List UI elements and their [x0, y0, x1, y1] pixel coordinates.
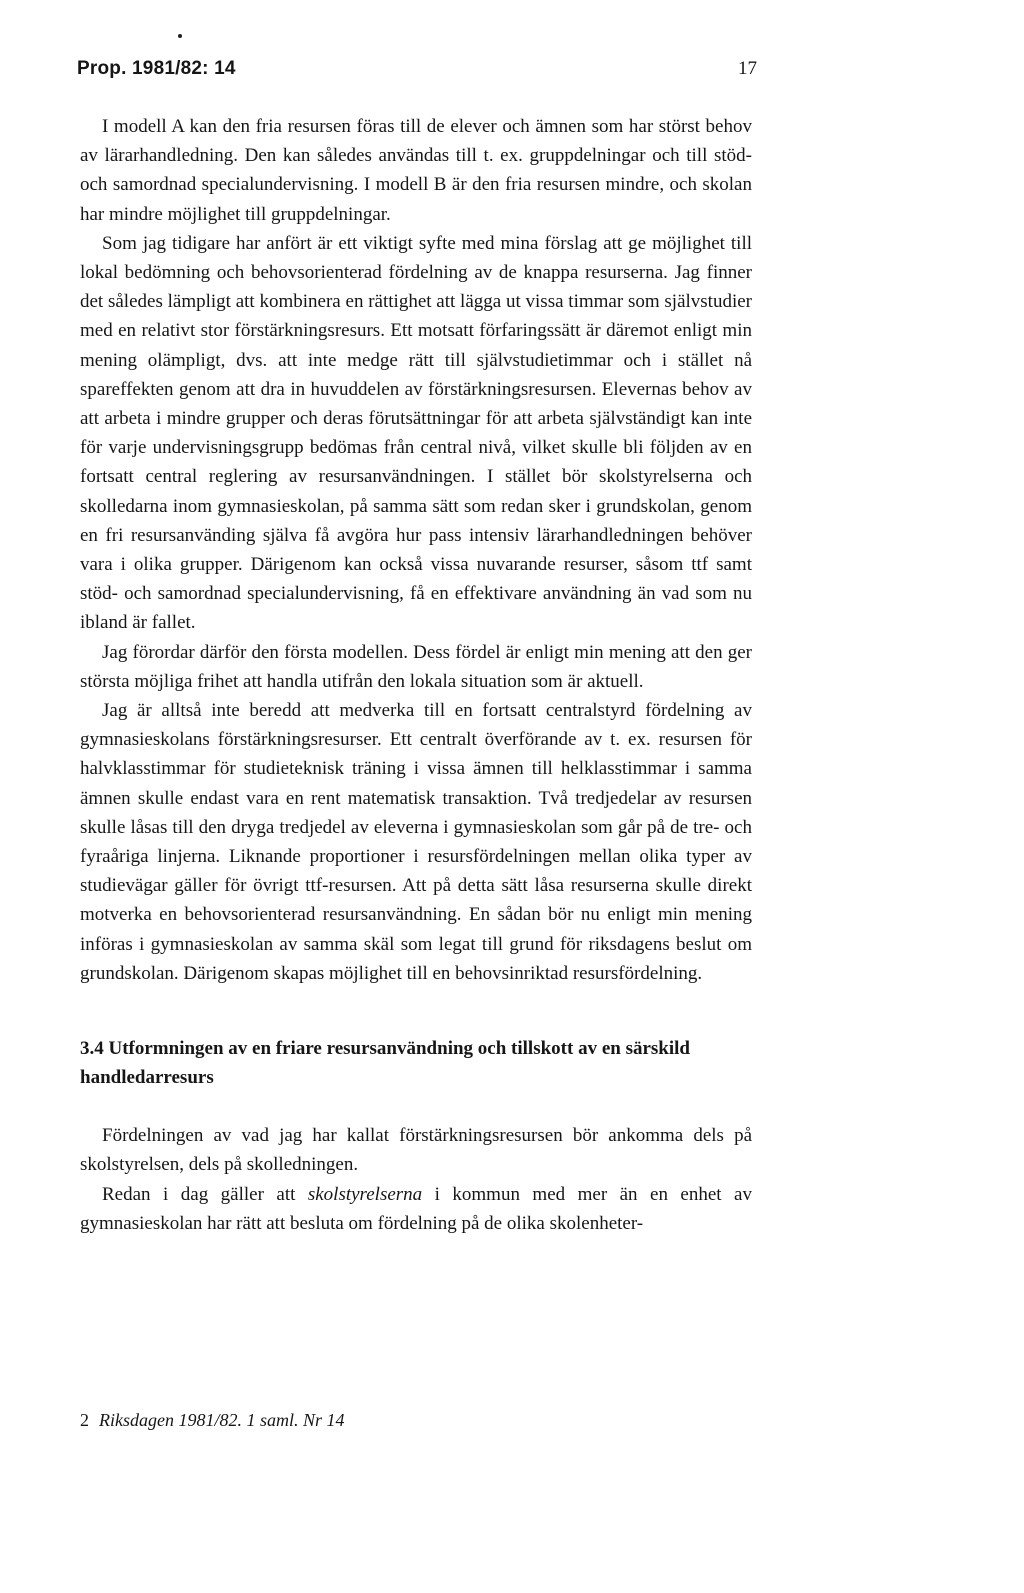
paragraph-1: I modell A kan den fria resursen föras till de elever och ämnen som har störst behov av lärarhandledning. Den kan således användas till t. ex. gruppdelningar och till stöd- och samordnad specialundervisning. I modell B är den fria resursen mindre, och skolan har mindre möjlighet till gruppdelningar.: [80, 116, 752, 225]
page-header: [77, 58, 757, 88]
document-reference: Prop. 1981/82: 14: [77, 58, 236, 79]
section-paragraph-2: [80, 1180, 752, 1238]
section-paragraph-1: Fördelningen av vad jag har kallat förstärkningsresursen bör ankomma dels på skolstyrelsen, dels på skolledningen.: [80, 1125, 752, 1176]
footer-citation: Riksdagen 1981/82. 1 saml. Nr 14: [99, 1410, 345, 1430]
section-heading: 3.4 Utformningen av en friare resursanvändning och tillskott av en särskild handledarresurs: [80, 1038, 690, 1089]
emphasis-skolstyrelserna: skolstyrelserna: [307, 1183, 423, 1205]
paragraph-3: Jag förordar därför den första modellen. Dess fördel är enligt min mening att den ger största möjliga frihet att handla utifrån den lokala situation som är aktuell.: [80, 641, 752, 692]
page-footer: [80, 1410, 345, 1431]
paragraph-2: Som jag tidigare har anfört är ett viktigt syfte med mina förslag att ge möjlighet till lokal bedömning och behovsorienterad fördelning av de knappa resurserna. Jag finner det således lämpligt att kombinera en rättighet att lägga ut vissa timmar som självstudier med en relativt stor förstärkningsresurs. Ett motsatt förfaringssätt är däremot enligt min mening olämpligt, dvs. att inte medge rätt till självstudietimmar och i stället nå spareffekten genom att dra in huvuddelen av förstärkningsresursen. Elevernas behov av att arbeta i mindre grupper och deras förutsättningar för att arbeta självständigt kan inte för varje undervisningsgrupp bedömas från central nivå, vilket skulle bli följden av en fortsatt central reglering av resursanvändningen. I stället bör skolstyrelserna och skolledarna inom gymnasieskolan, på samma sätt som redan sker i grundskolan, genom en fri resursanvänding själva få avgöra hur pass intensiv lärarhandledningen behöver vara i olika grupper. Därigenom kan också vissa nuvarande resurser, såsom ttf samt stöd- och samordnad specialundervisning, få en effektivare användning än vad som nu ibland är fallet.: [80, 232, 752, 634]
print-speck: [178, 34, 182, 38]
page-number: 17: [738, 58, 757, 79]
main-text: [80, 112, 752, 1238]
paragraph-4: Jag är alltså inte beredd att medverka till en fortsatt centralstyrd fördelning av gymnasieskolans förstärkningsresurser. Ett centralt överförande av t. ex. resursen för halvklasstimmar för studieteknisk träning i vissa ämnen till helklasstimmar i samma ämnen skulle endast vara en rent matematisk transaktion. Två tredjedelar av resursen skulle låsas till den dryga tredjedel av eleverna i gymnasieskolan som går på de tre- och fyraåriga linjerna. Liknande proportioner i resursfördelningen mellan olika typer av studievägar gäller för övrigt ttf-resursen. Att på detta sätt låsa resurserna skulle direkt motverka en behovsorienterad resursanvändning. En sådan bör nu enligt min mening införas i gymnasieskolan av samma skäl som legat till grund för riksdagens beslut om grundskolan. Därigenom skapas möjlighet till en behovsinriktad resursfördelning.: [80, 700, 752, 984]
section-paragraph-2-end: i kommun med mer än en enhet av gymnasieskolan har rätt att besluta om fördelning på de olika skolenheter-: [80, 1183, 752, 1234]
section-paragraph-2-start: Redan i dag gäller att: [102, 1183, 308, 1205]
sheet-number: 2: [80, 1410, 89, 1430]
